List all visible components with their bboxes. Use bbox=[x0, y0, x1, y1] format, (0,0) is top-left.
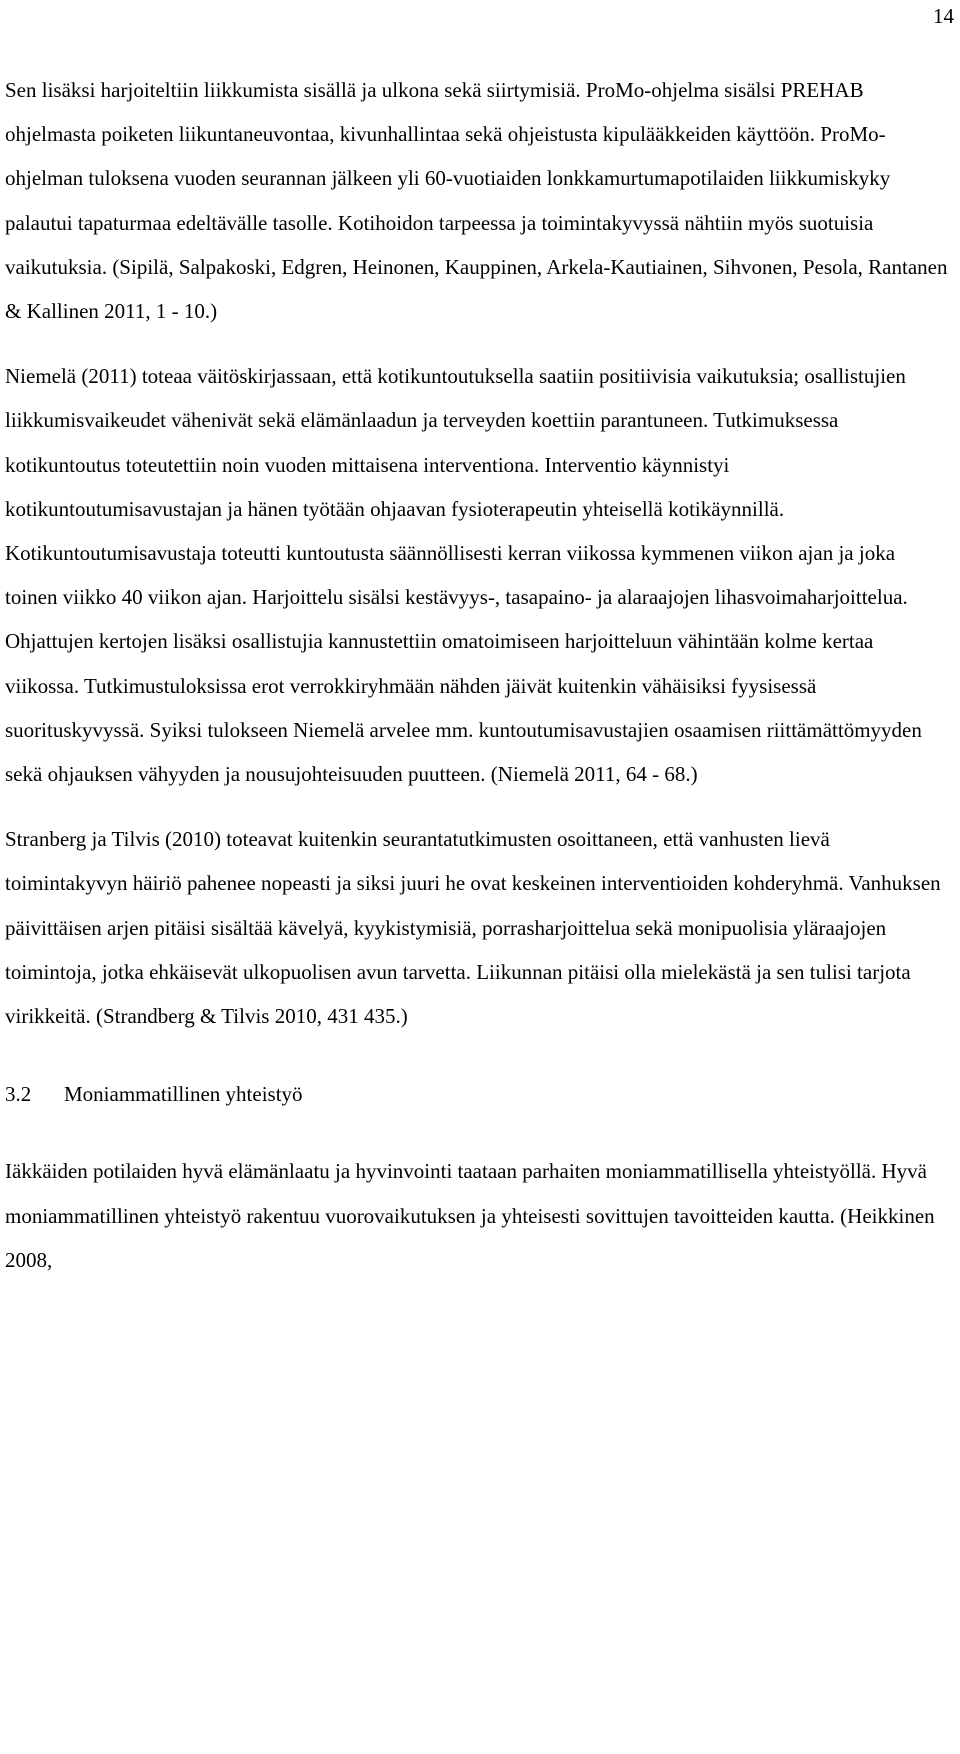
paragraph-multiprofessional: Iäkkäiden potilaiden hyvä elämänlaatu ja hyvinvointi taataan parhaiten moniammatillisella yhteistyöllä. Hyvä moniammatillinen yhteistyö rakentuu vuorovaikutuksen ja yhteisesti sovittujen tavoitteiden kautta. (Heikkinen 2008, bbox=[5, 1159, 935, 1272]
paragraph-niemela-study: Niemelä (2011) toteaa väitöskirjassaan, että kotikuntoutuksella saatiin positiivisia vaikutuksia; osallistujien liikkumisvaikeudet vähenivät sekä elämänlaadun ja terveyden koettiin parantuneen. Tutkimuksessa kotikuntoutus toteutettiin noin vuoden mittaisena interventiona. Interventio käynnistyi kotikuntoutumisavustajan ja hänen työtään ohjaavan fysioterapeutin yhteisellä kotikäynnillä. Kotikuntoutumisavustaja toteutti kuntoutusta säännöllisesti kerran viikossa kymmenen viikon ajan ja joka toinen viikko 40 viikon ajan. Harjoittelu sisälsi kestävyys-, tasapaino- ja alaraajojen lihasvoimaharjoittelua. Ohjattujen kertojen lisäksi osallistujia kannustettiin omatoimiseen harjoitteluun vähintään kolme kertaa viikossa. Tutkimustuloksissa erot verrokkiryhmään nähden jäivät kuitenkin vähäisiksi fyysisessä suorituskyvyssä. Syiksi tulokseen Niemelä arvelee mm. kuntoutumisavustajien osaamisen riittämättömyyden sekä ohjauksen vähyyden ja nousujohteisuuden puutteen. (Niemelä 2011, 64 - 68.) bbox=[5, 364, 922, 787]
document-body bbox=[5, 68, 949, 1303]
paragraph-promo-program: Sen lisäksi harjoiteltiin liikkumista sisällä ja ulkona sekä siirtymisiä. ProMo-ohjelma sisälsi PREHAB ohjelmasta poiketen liikuntaneuvontaa, kivunhallintaa sekä ohjeistusta kipulääkkeiden käyttöön. ProMo-ohjelman tuloksena vuoden seurannan jälkeen yli 60-vuotiaiden lonkkamurtumapotilaiden liikkumiskyky palautui tapaturmaa edeltävälle tasolle. Kotihoidon tarpeessa ja toimintakyvyssä nähtiin myös suotuisia vaikutuksia. (Sipilä, Salpakoski, Edgren, Heinonen, Kauppinen, Arkela-Kautiainen, Sihvonen, Pesola, Rantanen & Kallinen 2011, 1 - 10.) bbox=[5, 78, 948, 324]
paragraph-stranberg-tilvis: Stranberg ja Tilvis (2010) toteavat kuitenkin seurantatutkimusten osoittaneen, että vanhusten lievä toimintakyvyn häiriö pahenee nopeasti ja siksi juuri he ovat keskeinen interventioiden kohderyhmä. Vanhuksen päivittäisen arjen pitäisi sisältää kävelyä, kyykistymisiä, porrasharjoittelua sekä monipuolisia yläraajojen toimintoja, jotka ehkäisevät ulkopuolisen avun tarvetta. Liikunnan pitäisi olla mielekästä ja sen tulisi tarjota virikkeitä. (Strandberg & Tilvis 2010, 431 435.) bbox=[5, 827, 941, 1029]
section-heading bbox=[5, 1072, 949, 1116]
section-title: Moniammatillinen yhteistyö bbox=[64, 1082, 303, 1107]
section-number: 3.2 bbox=[5, 1082, 32, 1107]
page-number: 14 bbox=[933, 4, 954, 28]
